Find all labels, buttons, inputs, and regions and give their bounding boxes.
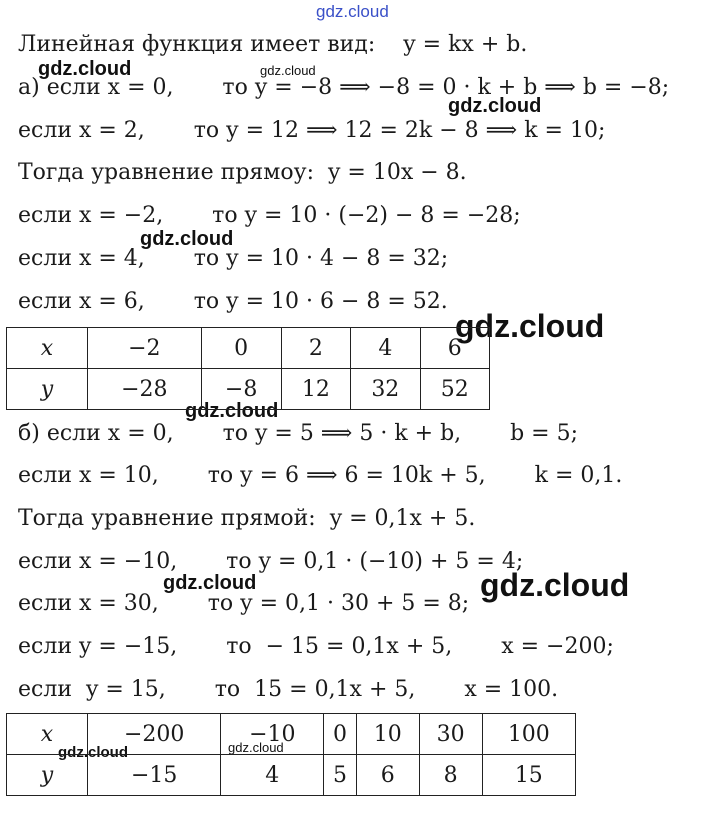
text-line: если x = 30, то y = 0,1 · 30 + 5 = 8; [18, 591, 470, 616]
table-cell: 4 [351, 328, 420, 369]
text-line: если x = 2, то y = 12 ⟹ 12 = 2k − 8 ⟹ k = 10; [18, 118, 606, 143]
text-line: если y = −15, то − 15 = 0,1x + 5, x = −200; [18, 634, 614, 659]
text-line: если x = 4, то y = 10 · 4 − 8 = 32; [18, 246, 449, 271]
text-line: если x = −10, то y = 0,1 · (−10) + 5 = 4; [18, 549, 524, 574]
table-cell: 6 [356, 755, 419, 796]
watermark: gdz.cloud [163, 572, 257, 594]
watermark: gdz.cloud [480, 567, 630, 603]
text-line: если y = 15, то 15 = 0,1x + 5, x = 100. [18, 677, 559, 702]
watermark: gdz.cloud [140, 228, 234, 250]
watermark: gdz.cloud [455, 308, 605, 344]
table-cell: 15 [482, 755, 575, 796]
table-cell: 100 [482, 714, 575, 755]
text-line: б) если x = 0, то y = 5 ⟹ 5 · k + b, b = 5; [18, 421, 579, 446]
table-cell: 2 [281, 328, 350, 369]
text-line: Тогда уравнение прямой: y = 0,1x + 5. [18, 506, 476, 531]
table-cell: 4 [221, 755, 324, 796]
text-line: если x = 10, то y = 6 ⟹ 6 = 10k + 5, k = 0,1. [18, 463, 623, 488]
table-header-y: y [7, 369, 88, 410]
table-a [6, 327, 490, 410]
table-cell: −10 [221, 714, 324, 755]
text-line: если x = −2, то y = 10 · (−2) − 8 = −28; [18, 203, 521, 228]
watermark: gdz.cloud [38, 58, 132, 80]
table-cell: 12 [281, 369, 350, 410]
table-cell: 0 [201, 328, 281, 369]
table-b [6, 713, 576, 796]
table-row [7, 714, 576, 755]
table-cell: −15 [88, 755, 221, 796]
text-line: а) если x = 0, то y = −8 ⟹ −8 = 0 · k + b ⟹ b = −8; [18, 75, 670, 100]
table-row [7, 755, 576, 796]
table-header-y: y [7, 755, 88, 796]
table-header-x: x [7, 328, 88, 369]
watermark: gdz.cloud [228, 740, 284, 755]
text-line: если x = 6, то y = 10 · 6 − 8 = 52. [18, 289, 448, 314]
table-cell: −200 [88, 714, 221, 755]
text-line: Линейная функция имеет вид: y = kx + b. [18, 32, 528, 57]
table-row [7, 328, 490, 369]
watermark: gdz.cloud [58, 744, 128, 761]
table-cell: −8 [201, 369, 281, 410]
watermark: gdz.cloud [260, 63, 316, 78]
table-cell: 0 [324, 714, 357, 755]
watermark-top[interactable]: gdz.cloud [316, 2, 389, 21]
table-cell: 5 [324, 755, 357, 796]
table-cell: −2 [88, 328, 202, 369]
table-cell: 10 [356, 714, 419, 755]
table-cell: 30 [419, 714, 482, 755]
table-cell: 52 [420, 369, 489, 410]
table-cell: 32 [351, 369, 420, 410]
table-cell: 6 [420, 328, 489, 369]
table-cell: −28 [88, 369, 202, 410]
table-header-x: x [7, 714, 88, 755]
watermark: gdz.cloud [185, 400, 279, 422]
table-cell: 8 [419, 755, 482, 796]
watermark: gdz.cloud [448, 95, 542, 117]
text-line: Тогда уравнение прямоу: y = 10x − 8. [18, 160, 467, 185]
table-row [7, 369, 490, 410]
